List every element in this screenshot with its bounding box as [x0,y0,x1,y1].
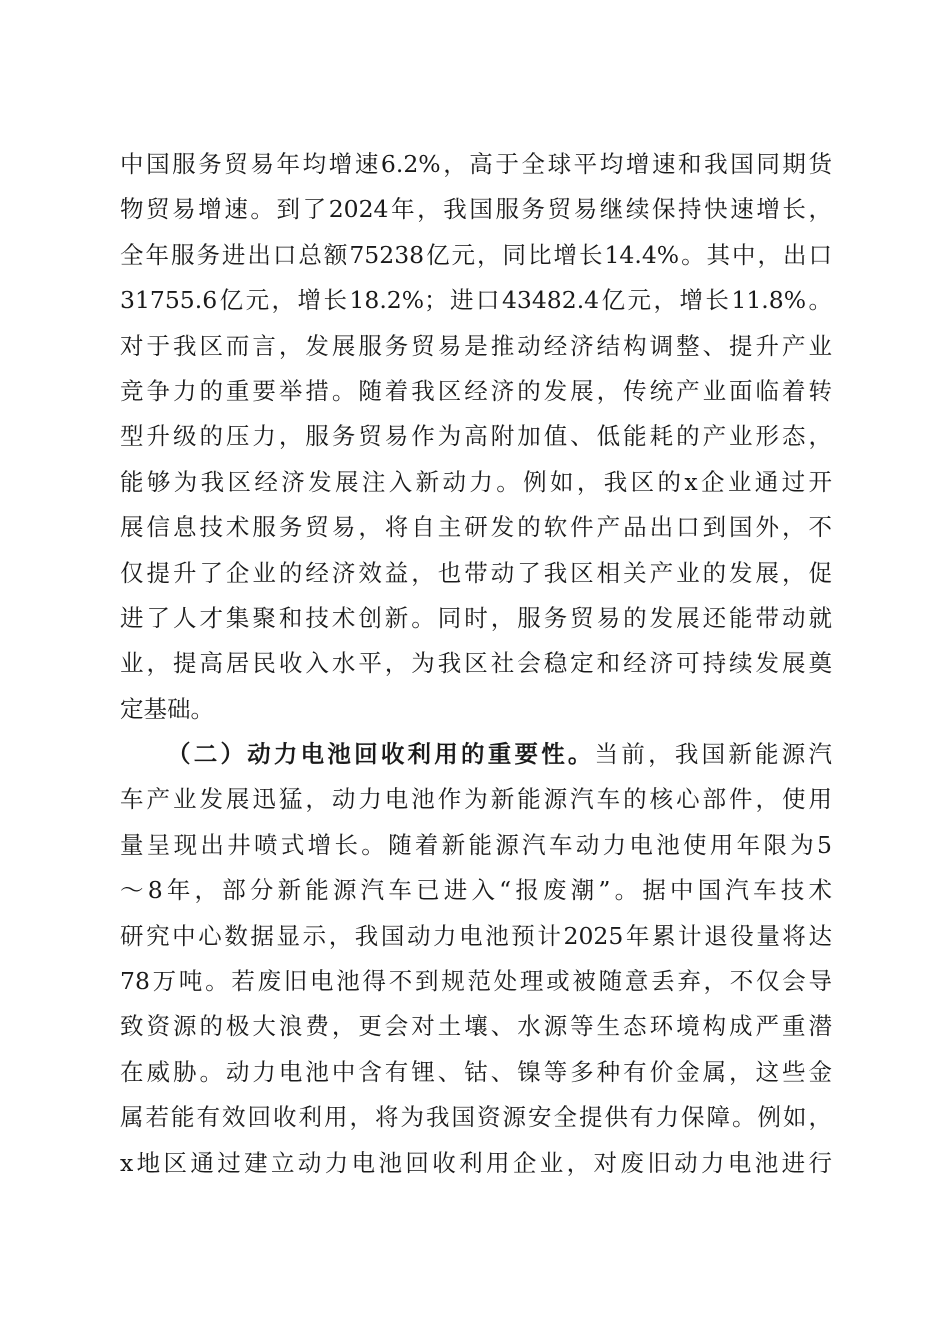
text-line: 研究中心数据显示，我国动力电池预计2025年累计退役量将达 [120,921,832,950]
text-line: 全年服务进出口总额75238亿元，同比增长14.4%。其中，出口 [120,240,832,269]
paragraph-battery-recycling [120,732,832,1186]
text-line: 78万吨。若废旧电池得不到规范处理或被随意丢弃，不仅会导 [120,967,832,996]
text-line: 车产业发展迅猛，动力电池作为新能源汽车的核心部件，使用 [120,785,832,814]
text-line: 展信息技术服务贸易，将自主研发的软件产品出口到国外，不 [120,513,832,542]
text-line: 物贸易增速。到了2024年，我国服务贸易继续保持快速增长， [120,195,832,224]
text-line: 31755.6亿元，增长18.2%；进口43482.4亿元，增长11.8%。 [120,286,832,315]
text-line: x地区通过建立动力电池回收利用企业，对废旧动力电池进行 [120,1148,832,1177]
paragraph-service-trade [120,142,832,732]
heading-line-rest: 当前，我国新能源汽 [594,740,832,769]
text-line: 竞争力的重要举措。随着我区经济的发展，传统产业面临着转 [120,376,832,405]
text-line: ～8年，部分新能源汽车已进入“报废潮”。据中国汽车技术 [120,876,832,905]
text-line: 量呈现出井喷式增长。随着新能源汽车动力电池使用年限为5 [120,830,832,859]
text-line: 在威胁。动力电池中含有锂、钴、镍等多种有价金属，这些金 [120,1057,832,1086]
text-line: 进了人才集聚和技术创新。同时，服务贸易的发展还能带动就 [120,603,832,632]
text-line: 中国服务贸易年均增速6.2%，高于全球平均增速和我国同期货 [120,150,832,178]
document-body [120,142,832,1186]
text-line: 致资源的极大浪费，更会对土壤、水源等生态环境构成严重潜 [120,1012,832,1041]
text-line: 型升级的压力，服务贸易作为高附加值、低能耗的产业形态， [120,422,832,451]
text-line: 能够为我区经济发展注入新动力。例如，我区的x企业通过开 [120,467,832,496]
text-line: 仅提升了企业的经济效益，也带动了我区相关产业的发展，促 [120,558,832,587]
section-heading: （二）动力电池回收利用的重要性。 [167,740,595,769]
text-line-first [120,732,832,777]
text-line: 属若能有效回收利用，将为我国资源安全提供有力保障。例如， [120,1103,832,1132]
text-line: 业，提高居民收入水平，为我区社会稳定和经济可持续发展奠 [120,649,832,678]
text-line: 对于我区而言，发展服务贸易是推动经济结构调整、提升产业 [120,331,832,360]
text-line: 定基础。 [120,694,214,723]
